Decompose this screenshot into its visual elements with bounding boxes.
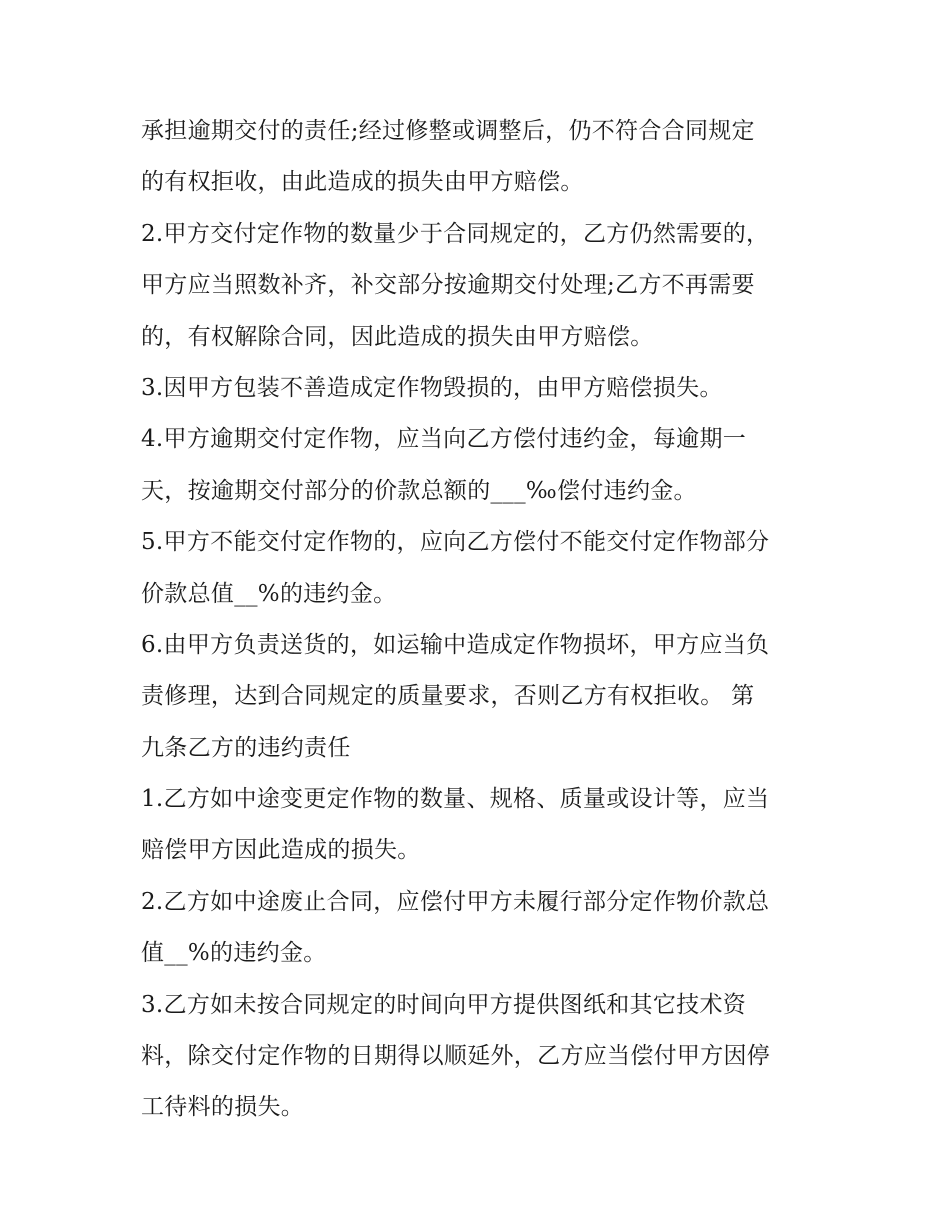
text-line-1: 承担逾期交付的责任;经过修整或调整后，仍不符合合同规定	[141, 118, 755, 144]
text-line-6: 3.因甲方包装不善造成定作物毁损的，由甲方赔偿损失。	[141, 374, 723, 401]
text-line-16: 2.乙方如中途废止合同，应偿付甲方未履行部分定作物价款总	[141, 888, 770, 915]
text-line-15: 赔偿甲方因此造成的损失。	[141, 837, 421, 864]
text-line-20: 工待料的损失。	[141, 1094, 305, 1121]
text-line-9: 5.甲方不能交付定作物的，应向乙方偿付不能交付定作物部分	[141, 529, 770, 556]
text-line-11: 6.由甲方负责送货的，如运输中造成定作物损坏，甲方应当负	[141, 631, 770, 658]
text-line-4: 甲方应当照数补齐，补交部分按逾期交付处理;乙方不再需要	[141, 272, 755, 299]
text-line-10: 价款总值__%的违约金。	[141, 580, 397, 607]
contract-body-text	[141, 106, 831, 1134]
text-line-12: 责修理，达到合同规定的质量要求，否则乙方有权拒收。 第	[141, 683, 755, 710]
text-line-17: 值__%的违约金。	[141, 940, 327, 967]
text-line-13: 九条乙方的违约责任	[141, 734, 351, 761]
text-line-18: 3.乙方如未按合同规定的时间向甲方提供图纸和其它技术资	[141, 991, 747, 1018]
text-line-2: 的有权拒收，由此造成的损失由甲方赔偿。	[141, 169, 584, 196]
text-line-7: 4.甲方逾期交付定作物，应当向乙方偿付违约金，每逾期一	[141, 426, 747, 453]
text-line-14: 1.乙方如中途变更定作物的数量、规格、质量或设计等，应当	[141, 786, 770, 813]
text-line-5: 的，有权解除合同，因此造成的损失由甲方赔偿。	[141, 323, 654, 350]
text-line-3: 2.甲方交付定作物的数量少于合同规定的，乙方仍然需要的，	[141, 220, 770, 247]
text-line-19: 料，除交付定作物的日期得以顺延外，乙方应当偿付甲方因停	[141, 1043, 771, 1070]
text-line-8: 天，按逾期交付部分的价款总额的___‰偿付违约金。	[141, 477, 697, 504]
